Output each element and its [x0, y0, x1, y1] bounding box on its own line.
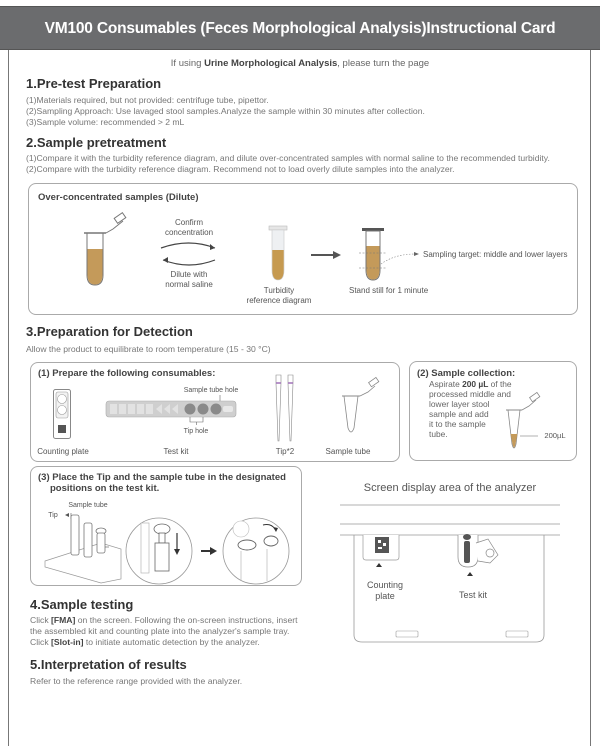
sample-tube-label: Sample tube — [325, 447, 371, 456]
consumables-box — [30, 362, 400, 462]
confirm-label-2: concentration — [164, 228, 214, 237]
tip-label: Tip*2 — [275, 447, 295, 456]
urine-analysis-ref: Urine Morphological Analysis — [204, 58, 338, 69]
section-5-line: Refer to the reference range provided with the analyzer. — [30, 676, 243, 686]
tray-test-kit-label: Test kit — [458, 590, 487, 600]
screen-area-title: Screen display area of the analyzer — [363, 482, 537, 494]
section-2-title: 2.Sample pretreatment — [26, 135, 167, 150]
cycle-arrows-icon — [159, 240, 219, 266]
counting-plate-icon — [53, 389, 71, 439]
tip-hole-label: Tip hole — [183, 428, 209, 435]
sample-collection-title: (2) Sample collection: — [417, 368, 516, 379]
section-1-line-2: (2)Sampling Approach: Use lavaged stool samples.Analyze the sample within 30 minutes after collection. — [26, 106, 425, 116]
placement-box — [30, 466, 302, 586]
confirm-label-1: Confirm — [174, 218, 203, 227]
placement-tip-label: Tip — [48, 512, 58, 519]
sample-tube-icon — [79, 209, 139, 289]
page-title: VM100 Consumables (Feces Morphological Analysis)Instructional Card — [44, 20, 556, 37]
test-kit-icon — [106, 395, 236, 423]
placement-title-2: positions on the test kit. — [50, 483, 160, 494]
dilute-label-2: normal saline — [165, 280, 213, 289]
sample-tube-consumable-icon — [341, 378, 391, 440]
consumables-title: (1) Prepare the following consumables: — [38, 368, 216, 379]
dilution-box-title: Over-concentrated samples (Dilute) — [38, 192, 199, 203]
test-kit-label: Test kit — [163, 447, 189, 456]
counting-plate-label: Counting plate — [37, 447, 89, 456]
tips-icon — [274, 373, 298, 443]
collection-tube-icon — [504, 394, 554, 456]
section-5-title: 5.Interpretation of results — [30, 657, 187, 672]
section-1-line-1: (1)Materials required, but not provided: centrifuge tube, pipettor. — [26, 95, 269, 105]
section-4-line-1: Click [FMA] on the screen. Following the on-screen instructions, insert — [30, 615, 298, 625]
turbidity-reference-tube-icon — [267, 226, 291, 284]
tray-counting-plate-label-1: Counting — [366, 580, 404, 590]
page-turn-note: If using Urine Morphological Analysis, please turn the page — [170, 58, 430, 69]
section-1-title: 1.Pre-test Preparation — [26, 76, 162, 91]
placement-sample-tube-label: Sample tube — [68, 502, 108, 509]
tip-hole-bracket-icon — [186, 417, 206, 427]
tray-counting-plate-label-2: plate — [375, 591, 395, 601]
section-2-line-1: (1)Compare it with the turbidity reference diagram, and dilute over-concentrated samples with normal saline to the recommended turbidity. — [26, 153, 550, 163]
analyzer-tray-diagram — [340, 495, 580, 645]
placement-title-1: (3) Place the Tip and the sample tube in the designated — [38, 472, 286, 483]
stand-still-label: Stand still for 1 minute — [349, 286, 429, 295]
sample-collection-box — [409, 361, 577, 461]
turbidity-label-2: reference diagram — [246, 296, 312, 305]
section-4-line-3: Click [Slot-in] to initiate automatic detection by the analyzer. — [30, 637, 260, 647]
right-arrow-icon — [311, 250, 343, 260]
section-4-title: 4.Sample testing — [30, 597, 134, 612]
section-2-line-2: (2)Compare with the turbidity reference diagram. Recommend not to load overly dilute samples into the analyzer. — [26, 164, 455, 174]
section-3-line: Allow the product to equilibrate to room temperature (15 - 30 °C) — [26, 344, 271, 354]
turbidity-label-1: Turbidity — [263, 286, 295, 295]
placement-illustration — [41, 509, 301, 585]
dilution-box — [28, 183, 578, 315]
sampling-target-label: Sampling target: middle and lower layers — [423, 250, 568, 259]
section-3-title: 3.Preparation for Detection — [26, 324, 193, 339]
volume-label: 200µL — [544, 431, 566, 440]
sample-tube-hole-label: Sample tube hole — [183, 387, 239, 394]
dilute-label-1: Dilute with — [170, 270, 208, 279]
section-1-line-3: (3)Sample volume: recommended > 2 mL — [26, 117, 185, 127]
section-4-line-2: the assembled kit and counting plate into the analyzer's sample tray. — [30, 626, 290, 636]
header-bar — [0, 6, 600, 50]
sample-collection-text: Aspirate 200 µL of the processed middle and lower layer stool sample and add it to the sample tube. — [429, 379, 512, 439]
